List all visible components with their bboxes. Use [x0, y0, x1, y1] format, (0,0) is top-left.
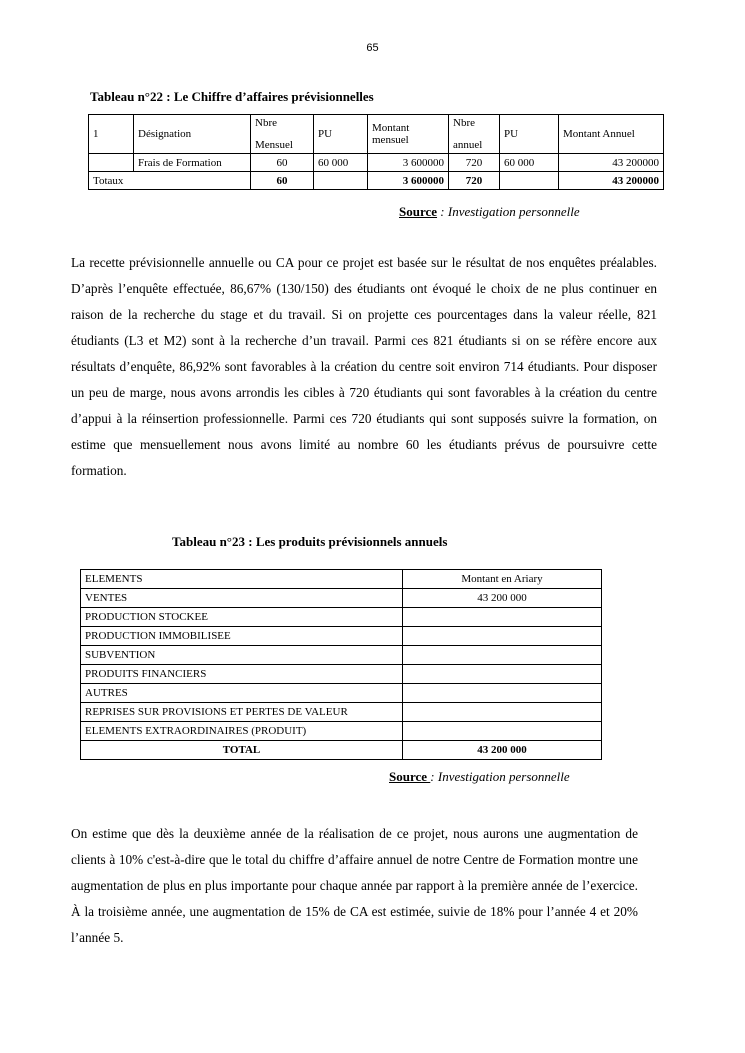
table22-title: Tableau n°22 : Le Chiffre d’affaires prévisionnelles: [90, 89, 374, 104]
header-pu-2: PU: [500, 115, 559, 154]
table23-products: [80, 569, 602, 760]
table-row: [81, 646, 602, 665]
cell-montant-mensuel: 3 600000: [368, 154, 449, 172]
row-label: AUTRES: [81, 684, 403, 703]
table-header-row: [81, 570, 602, 589]
total-label: TOTAL: [81, 741, 403, 760]
table-row: [89, 154, 664, 172]
totals-montant-annuel: 43 200000: [559, 172, 664, 190]
row-label: PRODUCTION IMMOBILISEE: [81, 627, 403, 646]
row-value: [403, 684, 602, 703]
totals-pu-2: [500, 172, 559, 190]
paragraph-revenue-basis: La recette prévisionnelle annuelle ou CA pour ce projet est basée sur le résultat de nos enquêtes préalables. D’après l’enquête effectuée, 86,67% (130/150) des étudiants ont évoqué le choix de ne plus continuer en raison de la recherche du stage et du travail. Si on projette ces pourcentages dans la valeur réelle, 821 étudiants (L3 et M2) sont à la recherche d’un travail. Parmi ces 821 étudiants si on se réfère encore aux résultats d’enquête, 86,92% sont favorables à la création du centre soit environ 714 étudiants. Pour disposer un peu de marge, nous avons arrondis les cibles à 720 étudiants qui sont favorables à la création du centre d’appui à la réinsertion professionnelle. Parmi ces 720 étudiants qui sont supposés suivre la formation, on estime que mensuellement nous avons limité au nombre 60 les étudiants prévus de poursuivre cette formation.: [71, 255, 657, 478]
row-value: [403, 627, 602, 646]
header-montant: Montant en Ariary: [403, 570, 602, 589]
row-label: PRODUCTION STOCKEE: [81, 608, 403, 627]
header-nbre-annuel-top: Nbre: [453, 117, 475, 129]
totals-label: Totaux: [89, 172, 251, 190]
totals-row: [89, 172, 664, 190]
table-row: [81, 665, 602, 684]
source-text: : Investigation personnelle: [437, 204, 580, 219]
totals-montant-mensuel: 3 600000: [368, 172, 449, 190]
header-nbre-mensuel-bottom: Mensuel: [255, 139, 293, 151]
table-row: [81, 608, 602, 627]
header-index: 1: [89, 115, 134, 154]
totals-nbre-annuel: 720: [449, 172, 500, 190]
table-header-row: [89, 115, 664, 154]
header-nbre-annuel: [449, 115, 500, 154]
header-pu-1: PU: [314, 115, 368, 154]
cell-pu-1: 60 000: [314, 154, 368, 172]
paragraph-growth-forecast: On estime que dès la deuxième année de la réalisation de ce projet, nous aurons une augmentation de clients à 10% c'est-à-dire que le total du chiffre d’affaire annuel de notre Centre de Formation montre une augmentation de plus en plus importante pour chaque année par rapport à la première année de l’exercice. À la troisième année, une augmentation de 15% de CA est estimée, suivie de 18% pour l’année 4 et 20% l’année 5.: [71, 826, 638, 945]
source-label: Source: [399, 204, 438, 219]
table22-revenue: [88, 114, 664, 190]
row-label: VENTES: [81, 589, 403, 608]
row-label: PRODUITS FINANCIERS: [81, 665, 403, 684]
table-row: [81, 684, 602, 703]
table-row: [81, 589, 602, 608]
header-montant-mensuel: Montant mensuel: [368, 115, 449, 154]
header-montant-annuel: Montant Annuel: [559, 115, 664, 154]
cell-montant-annuel: 43 200000: [559, 154, 664, 172]
table22-source: [399, 204, 580, 220]
table23-source: [389, 769, 570, 785]
row-value: [403, 665, 602, 684]
cell-nbre-annuel: 720: [449, 154, 500, 172]
header-elements: ELEMENTS: [81, 570, 403, 589]
table-row: [81, 703, 602, 722]
row-value: [403, 646, 602, 665]
page-number: 65: [366, 42, 379, 54]
totals-nbre-mensuel: 60: [251, 172, 314, 190]
cell-nbre-mensuel: 60: [251, 154, 314, 172]
row-value: [403, 608, 602, 627]
total-value: 43 200 000: [403, 741, 602, 760]
row-label: REPRISES SUR PROVISIONS ET PERTES DE VALEUR: [81, 703, 403, 722]
cell-pu-2: 60 000: [500, 154, 559, 172]
totals-pu-1: [314, 172, 368, 190]
cell-designation: Frais de Formation: [134, 154, 251, 172]
header-designation: Désignation: [134, 115, 251, 154]
source-text: : Investigation personnelle: [430, 769, 570, 784]
row-label: ELEMENTS EXTRAORDINAIRES (PRODUIT): [81, 722, 403, 741]
header-nbre-annuel-bottom: annuel: [453, 139, 483, 151]
cell-index: [89, 154, 134, 172]
header-nbre-mensuel-top: Nbre: [255, 117, 277, 129]
source-label: Source: [389, 769, 431, 784]
table-row: [81, 722, 602, 741]
row-value: [403, 722, 602, 741]
total-row: [81, 741, 602, 760]
table-row: [81, 627, 602, 646]
table23-title: Tableau n°23 : Les produits prévisionnels annuels: [172, 534, 448, 549]
row-label: SUBVENTION: [81, 646, 403, 665]
row-value: [403, 703, 602, 722]
row-value: 43 200 000: [403, 589, 602, 608]
header-nbre-mensuel: [251, 115, 314, 154]
